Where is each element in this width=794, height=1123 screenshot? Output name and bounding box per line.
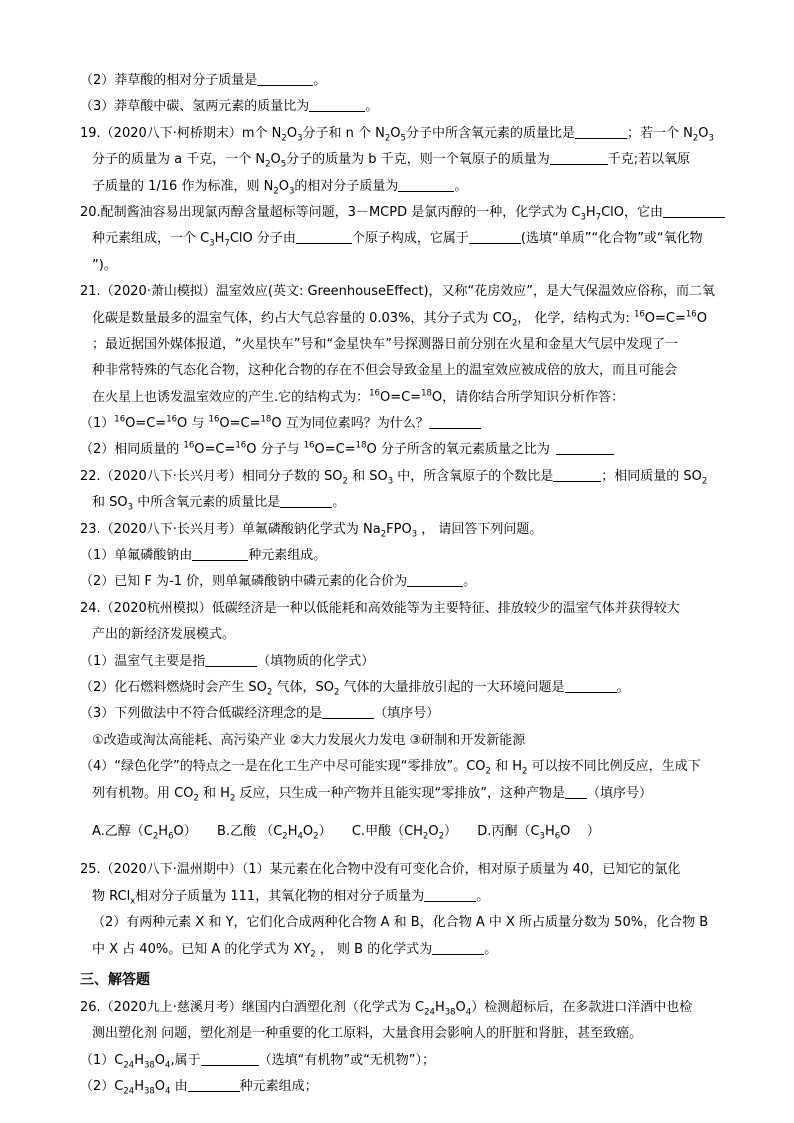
section-heading: 三、解答题: [80, 971, 150, 988]
q21-line5: 在火星上也诱发温室效应的产生.它的结构式为：$^{16}$O=C=$^{18}$O，请你结合所学知识分析作答：: [92, 388, 625, 405]
answer-blank[interactable]: [565, 678, 617, 693]
answer-blank[interactable]: [322, 704, 374, 719]
option-a[interactable]: A.乙醇$(C_2H_6O)$: [92, 823, 197, 842]
answer-blank[interactable]: [398, 177, 454, 192]
answer-blank[interactable]: [296, 229, 352, 244]
answer-blank[interactable]: [257, 71, 313, 86]
answer-blank[interactable]: [432, 940, 484, 955]
q23-line1: 23.（2020八下·长兴月考）单氟磷酸钠化学式为 $Na_2FPO_3$ ， 请回答下列问题。: [80, 521, 543, 540]
q21-line1: 21.（2020·萧山模拟）温室效应(英文: GreenhouseEffect)，又称“花房效应”，是大气保温效应俗称，而二氧: [80, 284, 716, 300]
q26-part2: $(2)C_{24}H_{38}O_4$ 由 种元素组成；: [80, 1079, 318, 1097]
q20-line1: 20.配制酱油容易出现氯丙醇含量超标等问题，3－MCPD 是氯丙醇的一种，化学式为 $C_3H_7ClO$，它由: [80, 200, 720, 226]
q21-line4: 种非常特殊的气态化合物，这种化合物的存在不但会导致金星上的温室效应被成倍的放大，而且可能会: [92, 363, 678, 379]
q24-part2: （2）化石燃料燃烧时会产生 $SO_2$ 气体，$SO_2$ 气体的大量排放引起的一大环境问题是 。: [80, 679, 630, 698]
answer-blank[interactable]: [429, 414, 481, 429]
q24-line2: 产出的新经济发展模式。: [92, 627, 236, 643]
answer-blank[interactable]: [192, 546, 248, 561]
q24-part3: （3）下列做法中不符合低碳经济理念的是 （填序号）: [80, 706, 440, 722]
q24-part4-line1: （4）“绿色化学”的特点之一是在化工生产中尽可能实现“零排放”。$CO_2$ 和 $H_2$ 可以按不同比例反应，生成下: [80, 759, 701, 777]
q25-line4: 中 X 占 40%。已知 A 的化学式为 $XY_2$ ， 则 B 的化学式为 。: [92, 941, 498, 960]
answer-blank[interactable]: [188, 1077, 240, 1092]
q21-part1: $(1)^{16}O=C=^{16}O$ 与 $^{16}$O=C=$^{18}$O 互为同位素吗？为什么？: [80, 411, 720, 437]
q18-part2: （2）莽草酸的相对分子质量是 。: [80, 73, 327, 88]
q21-part2: （2）相同质量的 $^{16}$O=C=$^{16}$O 分子与 $^{16}$O=C=$^{18}$O 分子所含的氧元素质量之比为: [80, 437, 720, 463]
q24-part4-options: [80, 819, 720, 845]
q26-line2: 测出塑化剂 问题，塑化剂是一种重要的化工原料，大量食用会影响人的肝脏和肾脏，甚至致癌。: [92, 1026, 643, 1042]
q21-line3: ；最近据国外媒体报道，“火星快车”号和“金星快车”号探测器日前分别在火星和金星大气层中发现了一: [92, 336, 678, 352]
answer-blank[interactable]: [309, 97, 365, 112]
q26-part1: $(1)C_{24}H_{38}O_4$,属于 （选填“有机物”或“无机物”）；: [80, 1052, 436, 1071]
q24-part4-line2: 列有机物。用 $CO_2$ 和 $H_2$ 反应，只生成一种产物并且能实现“零排放”，这种产物是 （填序号）: [92, 785, 652, 804]
q24-part3-options: ①改造或淘汰高能耗、高污染产业 ②大力发展火力发电 ③研制和开发新能源: [92, 732, 526, 748]
q20-line3: ”)。: [92, 257, 117, 273]
answer-blank[interactable]: [565, 784, 587, 799]
answer-blank[interactable]: [575, 124, 627, 139]
option-d[interactable]: D.丙酮（$C_3H_6O$ ）: [477, 823, 600, 842]
answer-blank[interactable]: [663, 203, 725, 218]
q22-line2: 和 $SO_3$ 中所含氧元素的质量比是 。: [92, 495, 346, 513]
q25-line2: 物 RCl$_x$相对分子质量为 111，其氧化物的相对分子质量为 。: [92, 888, 490, 907]
spacer: [80, 807, 720, 819]
answer-blank[interactable]: [407, 572, 463, 587]
q25-line3: （2）有两种元素 X 和 Y，它们化合成两种化合物 A 和 B，化合物 A 中 X 所占质量分数为 50%，化合物 B: [92, 915, 709, 931]
q18-part3: （3）莽草酸中碳、氢两元素的质量比为 。: [80, 99, 379, 115]
q19-line2: 分子的质量为 a 千克，一个 $N_2O_5$分子的质量为 b 千克，则一个氧原子的质量为 千克;若以氧原: [92, 152, 691, 170]
answer-blank[interactable]: [205, 652, 257, 667]
option-b[interactable]: B.乙酸 $(C_2H_4O_2)$: [217, 823, 332, 842]
answer-blank[interactable]: [424, 887, 476, 902]
answer-blank[interactable]: [556, 440, 614, 455]
answer-blank[interactable]: [553, 467, 601, 482]
q19-line3: 子质量的 1/16 作为标准，则 $N_2O_3$的相对分子质量为 。: [92, 178, 468, 197]
answer-blank[interactable]: [469, 229, 521, 244]
q22-line1: 22.（2020八下·长兴月考）相同分子数的 $SO_2$ 和 $SO_3$ 中，所含氧原子的个数比是 ；相同质量的 $SO_2$: [80, 468, 708, 487]
q24-part1: （1）温室气主要是指 （填物质的化学式）: [80, 653, 375, 669]
q21-line2: 化碳是数量最多的温室气体，约占大气总容量的 0.03%，其分子式为 $CO_2$， 化学，结构式为: $^{16}$O=C=$^{16}$O: [92, 309, 707, 329]
q25-line1: 25.（2020八下·温州期中）（1）某元素在化合物中没有可变化合价，相对原子质量为 40，已知它的氯化: [80, 862, 681, 878]
q20-line2: 种元素组成，一个 $C_3H_7ClO$ 分子由 个原子构成，它属于 (选填“单质”“化合物”或“氧化物: [92, 231, 703, 249]
q26-line1: 26.（2020九上·慈溪月考）继国内白酒塑化剂（化学式为 $C_{24}H_{38}O_4$）检测超标后，在多款进口洋酒中也检: [80, 999, 693, 1018]
answer-blank[interactable]: [201, 1051, 259, 1066]
q24-line1: 24.（2020杭州模拟）低碳经济是一种以低能耗和高效能等为主要特征、排放较少的温室气体并获得较大: [80, 600, 680, 616]
option-c[interactable]: C.甲酸$(CH_2O_2)$: [351, 823, 458, 842]
q23-part1: （1）单氟磷酸钠由 种元素组成。: [80, 548, 327, 564]
q23-part2: （2）已知 F 为-1 价，则单氟磷酸钠中磷元素的化合价为 。: [80, 574, 477, 590]
spacer: [80, 845, 720, 857]
q19-line1: 19.（2020八下·柯桥期末）m个 $N_2O_3$分子和 n 个 $N_2O_5$分子中所含氧元素的质量比是 ；若一个 $N_2O_3$: [80, 125, 714, 144]
answer-blank[interactable]: [280, 493, 332, 508]
answer-blank[interactable]: [550, 150, 608, 165]
document-page: [80, 68, 720, 1100]
